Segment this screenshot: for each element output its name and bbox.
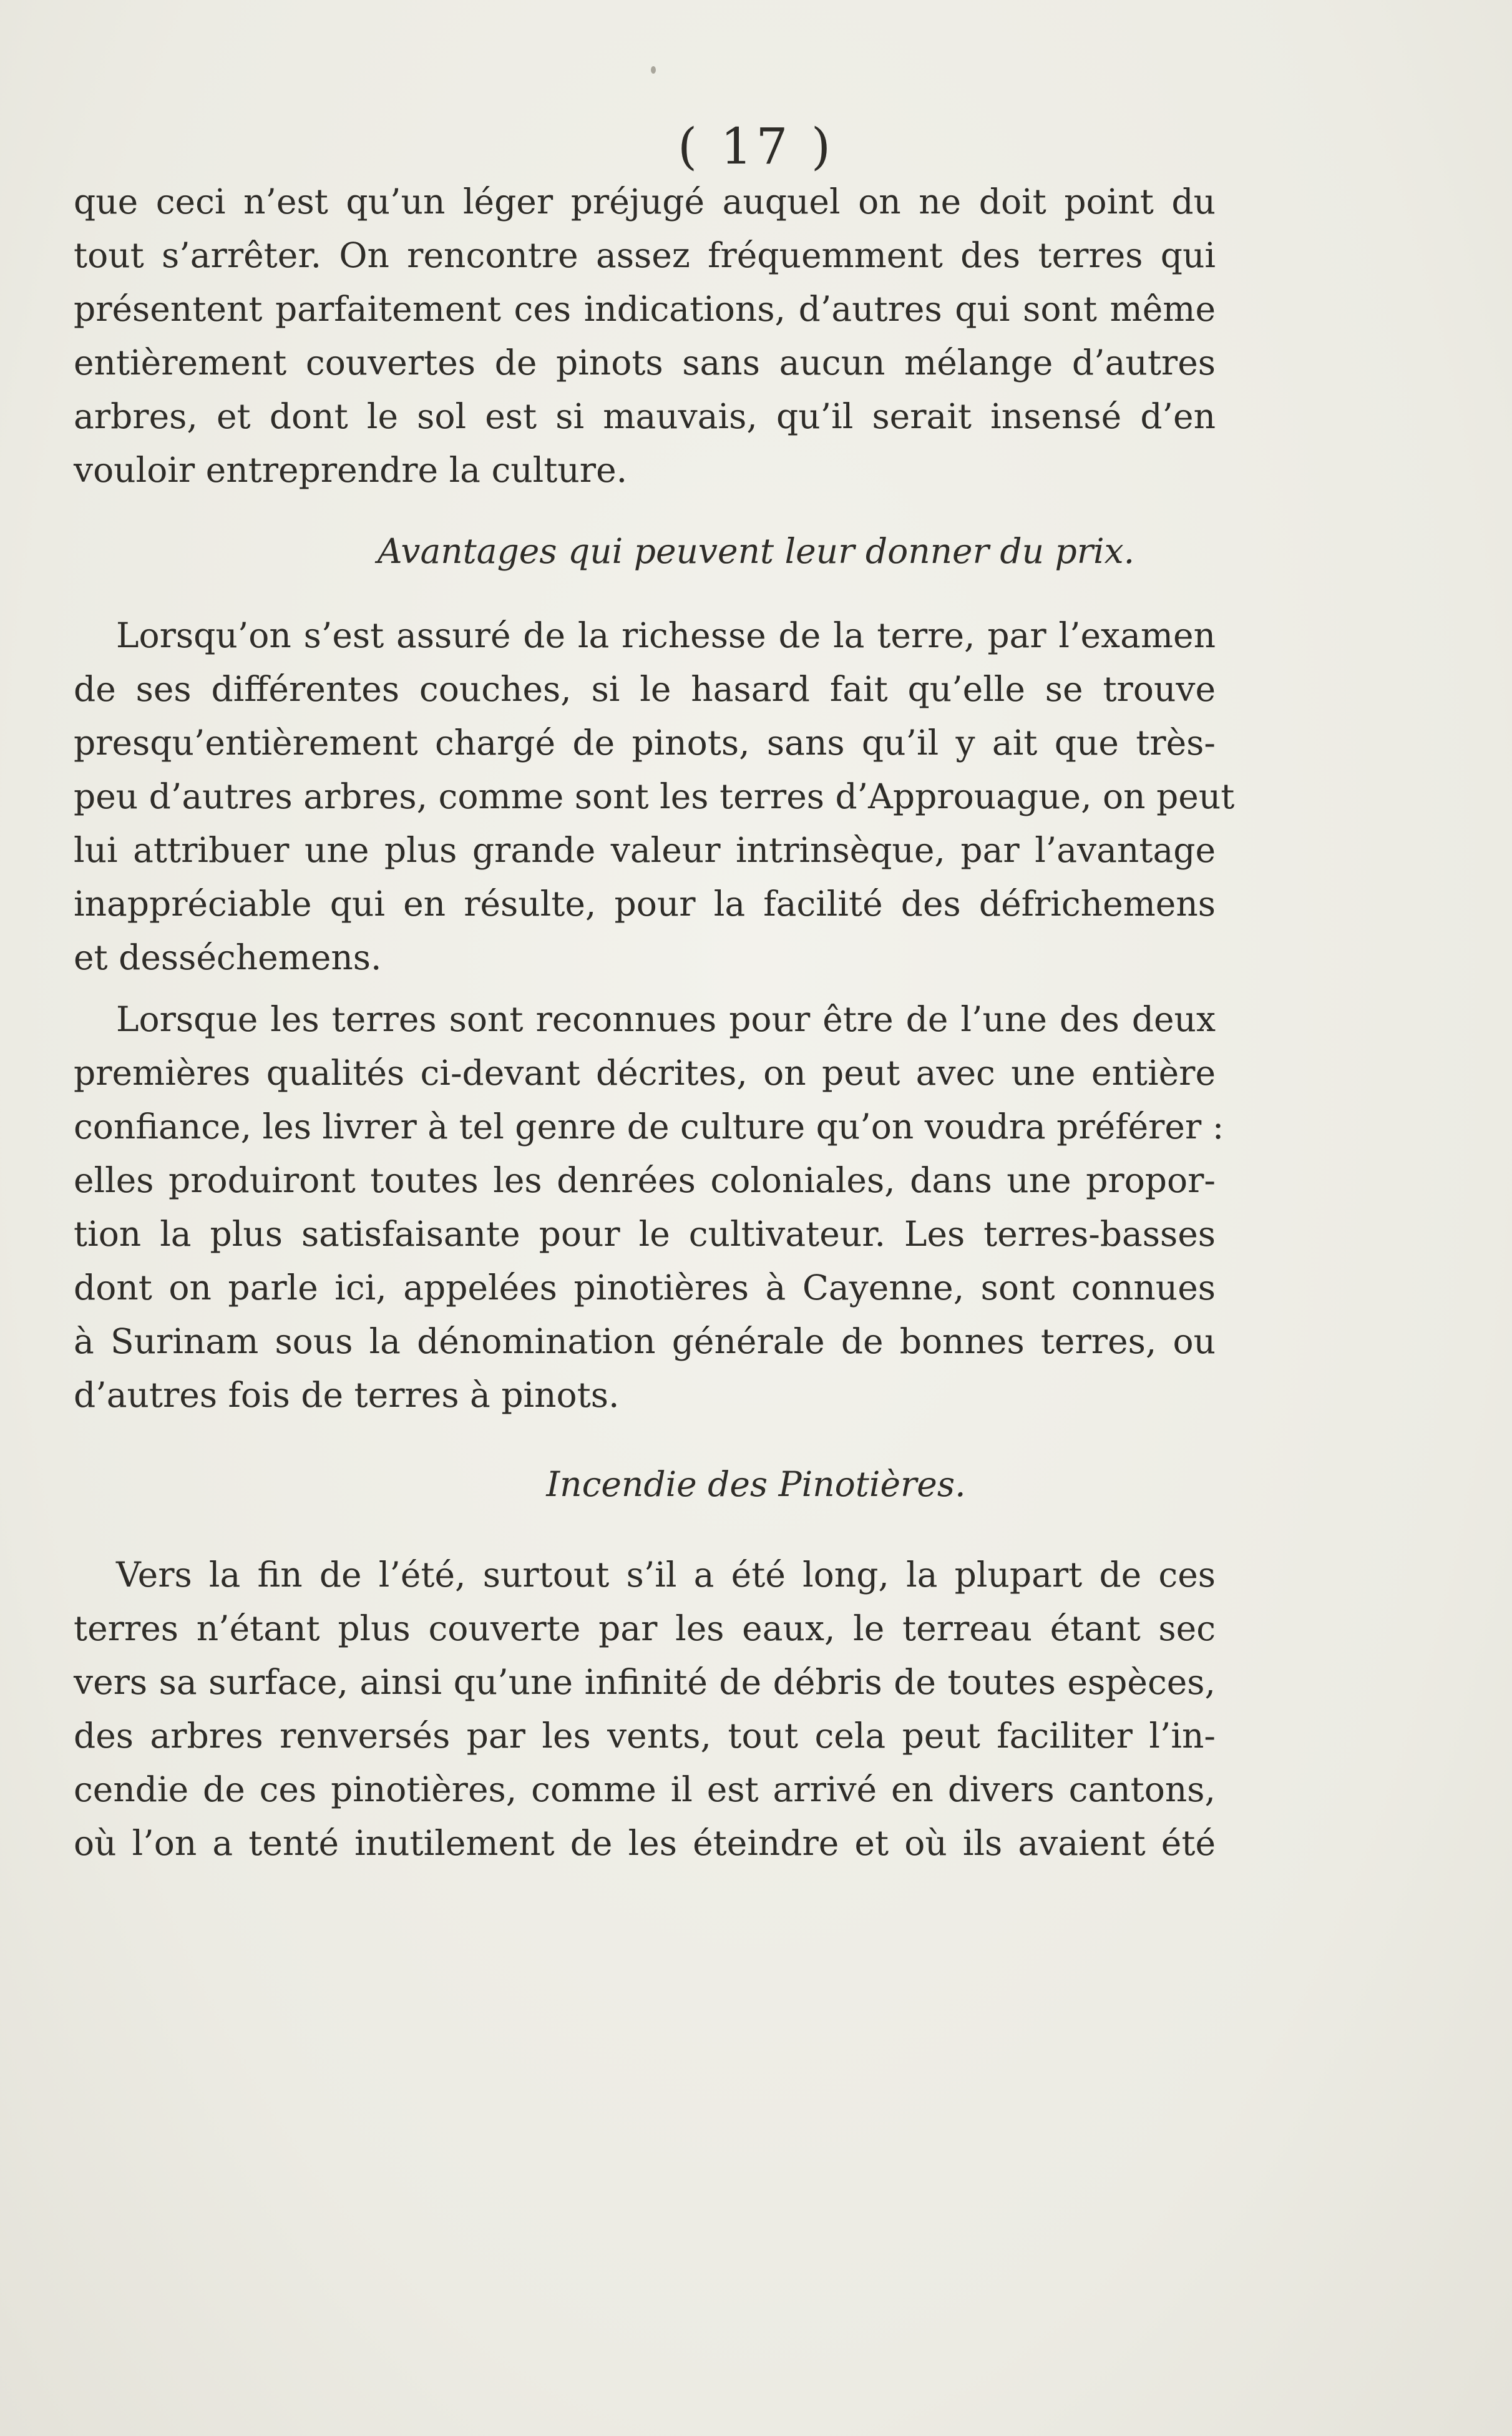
text-line: peu d’autres arbres, comme sont les terres d’Approuague, on peut <box>74 776 1235 816</box>
text-line: inappréciable qui en résulte, pour la facilité des défrichemens <box>74 884 1216 924</box>
text-line: confiance, les livrer à tel genre de culture qu’on voudra préférer : <box>74 1107 1224 1147</box>
text-line: des arbres renversés par les vents, tout cela peut faciliter l’in- <box>74 1716 1216 1756</box>
intro-paragraph <box>74 175 1216 497</box>
text-line: vers sa surface, ainsi qu’une infinité de débris de toutes espèces, <box>74 1662 1216 1702</box>
text-line: cendie de ces pinotières, comme il est arrivé en divers cantons, <box>74 1769 1216 1809</box>
ink-blemish <box>651 66 656 74</box>
section-heading-incendie: Incendie des Pinotières. <box>546 1464 966 1504</box>
text-line: Lorsque les terres sont reconnues pour être de l’une des deux <box>116 999 1216 1039</box>
page-number: ( 17 ) <box>677 117 835 175</box>
text-line: premières qualités ci-devant décrites, on peut avec une entière <box>74 1053 1216 1093</box>
text-line: dont on parle ici, appelées pinotières à Cayenne, sont connues <box>74 1268 1216 1308</box>
text-line: lui attribuer une plus grande valeur intrinsèque, par l’avantage <box>74 830 1216 870</box>
text-line: d’autres fois de terres à pinots. <box>74 1375 620 1415</box>
text-line: tout s’arrêter. On rencontre assez fréquemment des terres qui <box>74 235 1216 275</box>
incendie-paragraph-1 <box>74 1548 1216 1870</box>
text-line: à Surinam sous la dénomination générale de bonnes terres, ou <box>74 1321 1216 1361</box>
text-line: Vers la fin de l’été, surtout s’il a été long, la plupart de ces <box>116 1555 1216 1595</box>
text-line: entièrement couvertes de pinots sans aucun mélange d’autres <box>74 343 1216 383</box>
avantages-paragraph-1 <box>74 609 1235 984</box>
text-line: presqu’entièrement chargé de pinots, sans qu’il y ait que très- <box>74 723 1216 763</box>
text-line: arbres, et dont le sol est si mauvais, qu’il serait insensé d’en <box>74 396 1216 436</box>
text-line: vouloir entreprendre la culture. <box>74 450 628 490</box>
text-line: elles produiront toutes les denrées coloniales, dans une propor- <box>74 1160 1216 1200</box>
text-line: où l’on a tenté inutilement de les éteindre et où ils avaient été <box>74 1823 1216 1863</box>
text-line: que ceci n’est qu’un léger préjugé auquel on ne doit point du <box>74 182 1216 222</box>
text-line: terres n’étant plus couverte par les eaux, le terreau étant sec <box>74 1608 1216 1648</box>
text-line: tion la plus satisfaisante pour le cultivateur. Les terres-basses <box>74 1214 1216 1254</box>
text-line: présentent parfaitement ces indications, d’autres qui sont même <box>74 289 1216 329</box>
text-line: et desséchemens. <box>74 937 382 977</box>
section-heading-avantages: Avantages qui peuvent leur donner du prix. <box>377 531 1135 571</box>
text-line: Lorsqu’on s’est assuré de la richesse de la terre, par l’examen <box>116 615 1216 655</box>
text-line: de ses différentes couches, si le hasard fait qu’elle se trouve <box>74 669 1216 709</box>
avantages-paragraph-2 <box>74 992 1224 1422</box>
